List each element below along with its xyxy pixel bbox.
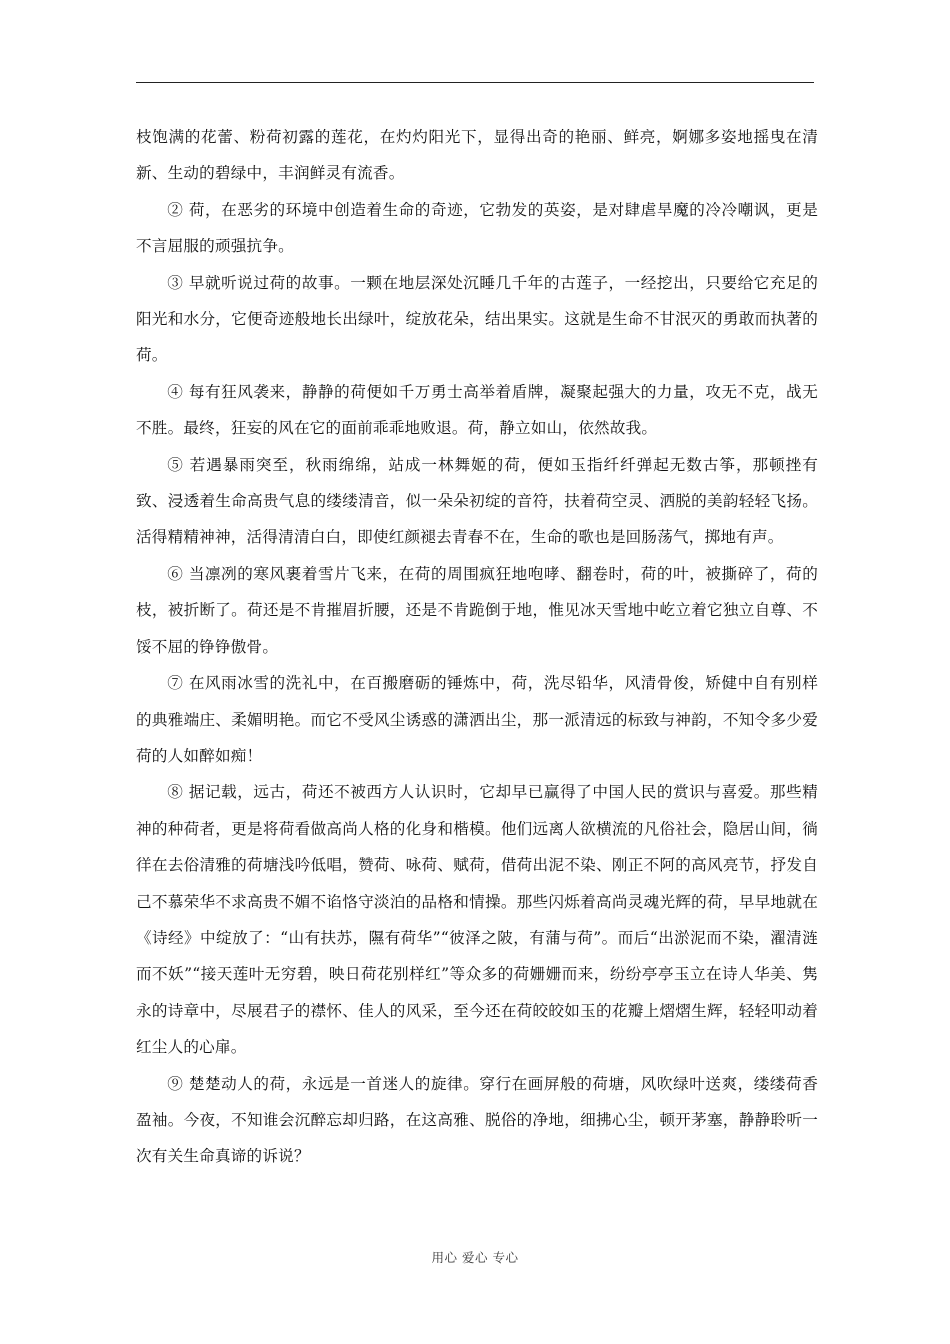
paragraph-8: ⑧ 据记载，远古，荷还不被西方人认识时，它却早已赢得了中国人民的赏识与喜爱。那些精神的种荷者，更是将荷看做高尚人格的化身和楷模。他们远离人欲横流的凡俗社会，隐居山间，徜徉在去俗清雅的荷塘浅吟低唱，赞荷、咏荷、赋荷，借荷出泥不染、刚正不阿的高风亮节，抒发自己不慕荣华不求高贵不媚不谄恪守淡泊的品格和情操。那些闪烁着高尚灵魂光辉的荷，早早地就在《诗经》中绽放了：“山有扶苏，隰有荷华”“彼泽之陂，有蒲与荷”。而后“出淤泥而不染，濯清涟而不妖”“接天莲叶无穷碧，映日荷花别样红”等众多的荷姗姗而来，纷纷亭亭玉立在诗人华美、隽永的诗章中，尽展君子的襟怀、佳人的风采，至今还在荷皎皎如玉的花瓣上熠熠生辉，轻轻叩动着红尘人的心扉。 [136,783,818,1057]
paragraph-4: ④ 每有狂风袭来，静静的荷便如千万勇士高举着盾牌，凝聚起强大的力量，攻无不克，战无不胜。最终，狂妄的风在它的面前乖乖地败退。荷，静立如山，依然故我。 [136,382,818,438]
paragraph-3: ③ 早就听说过荷的故事。一颗在地层深处沉睡几千年的古莲子，一经挖出，只要给它充足的阳光和水分，它便奇迹般地长出绿叶，绽放花朵，结出果实。这就是生命不甘泯灭的勇敢而执著的荷。 [136,273,818,365]
paragraph-5: ⑤ 若遇暴雨突至，秋雨绵绵，站成一林舞姬的荷，便如玉指纤纤弹起无数古筝，那顿挫有致、浸透着生命高贵气息的缕缕清音，似一朵朵初绽的音符，扶着荷空灵、洒脱的美韵轻轻飞扬。活得精精神神，活得清清白白，即使红颜褪去青春不在，生命的歌也是回肠荡气，掷地有声。 [136,455,818,547]
paragraph-6: ⑥ 当凛冽的寒风裹着雪片飞来，在荷的周围疯狂地咆哮、翻卷时，荷的叶，被撕碎了，荷的枝，被折断了。荷还是不肯摧眉折腰，还是不肯跪倒于地，惟见冰天雪地中屹立着它独立自尊、不馁不屈的铮铮傲骨。 [136,564,818,656]
header-rule [136,82,814,83]
paragraph-7: ⑦ 在风雨冰雪的洗礼中，在百搬磨砺的锤炼中，荷，洗尽铅华，风清骨俊，矫健中自有别样的典雅端庄、柔媚明艳。而它不受风尘诱惑的潇洒出尘，那一派清远的标致与神韵，不知令多少爱荷的人如醉如痴！ [136,674,818,765]
paragraph-continued: 枝饱满的花蕾、粉荷初露的莲花，在灼灼阳光下，显得出奇的艳丽、鲜亮，婀娜多姿地摇曳在清新、生动的碧绿中，丰润鲜灵有流香。 [136,128,818,183]
page-footer: 用心 爱心 专心 [431,1250,519,1265]
paragraph-2: ② 荷，在恶劣的环境中创造着生命的奇迹，它勃发的英姿，是对肆虐旱魔的冷冷嘲讽，更是不言屈服的顽强抗争。 [136,200,818,256]
article-body [136,119,818,1175]
paragraph-9: ⑨ 楚楚动人的荷，永远是一首迷人的旋律。穿行在画屏般的荷塘，风吹绿叶送爽，缕缕荷香盈袖。今夜，不知谁会沉醉忘却归路，在这高雅、脱俗的净地，细拂心尘，顿开茅塞，静静聆听一次有关生命真谛的诉说？ [136,1074,818,1166]
